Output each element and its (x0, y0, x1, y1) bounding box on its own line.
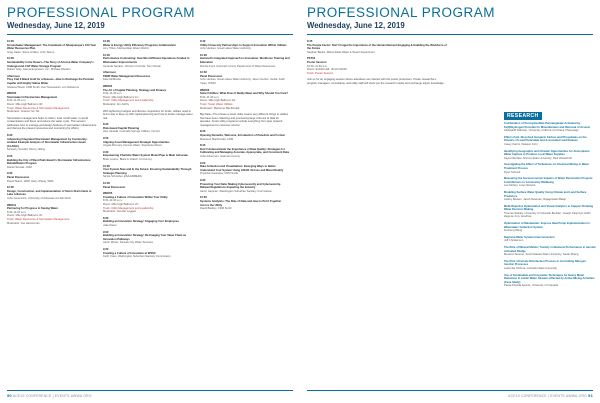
session-entry (103, 217, 193, 228)
session-title: The Art of Capital Planning, Strategy and Finance (103, 88, 167, 92)
research-authors: Ashley Bowers, Jacob Newman, Rajagopalan Balaji (504, 198, 566, 202)
session-time: 9:00 (7, 155, 13, 159)
research-authors: Lee Mohan, Loop Network (504, 184, 536, 188)
session-track: Track: Utility Management and Leadership (103, 99, 154, 103)
session-time: WED06 (200, 88, 210, 92)
session-title: Utility-University Partnerships to Support Innovation Within Utilities (200, 43, 287, 47)
session-list (7, 134, 97, 225)
session-title: The People Factor: Don't Forget the Importance of the Human Element Engaging & Enabling the Workforce of the Future (307, 43, 447, 51)
session-time: 8:30 (103, 123, 109, 127)
research-authors: Paola Almeida Aponte, University of Colorado (504, 284, 559, 288)
session-list (200, 130, 290, 210)
research-entry (504, 150, 596, 161)
session-list (103, 217, 193, 259)
session-speakers: Priyanka Caranasa, CDM Smith (200, 172, 239, 176)
session-speakers: Aaron Hayman, Washington Suburban Sanitary Commission (200, 189, 273, 193)
session-time: 10:00 (7, 186, 14, 190)
left-column-3 (200, 40, 290, 214)
session-speakers: Kate McMordie (103, 78, 122, 82)
research-title: Measuring the Socioeconomic Impacts of Water Restoration Projects: Contributions to Community Wellbeing (504, 177, 594, 184)
research-entry (504, 136, 596, 147)
session-title: Systems Analytics: The Role of Data and How to Put It Together Across the Utility (200, 199, 282, 207)
session-entry (200, 196, 290, 210)
session-room: Room: Mile High Ballroom 4C (7, 214, 43, 218)
research-title: Use of Sustainable and Innovative Techniques for Heavy Metal Reduction in Acidic Water Streams Affected by Active Mining Activities (Case Study) (504, 273, 595, 284)
session-speakers: Aaron Moser, Kansas City Water Services (103, 241, 153, 245)
session-entry (7, 186, 97, 200)
left-column-1 (7, 40, 97, 228)
session-time: Afternoon (103, 71, 116, 75)
session-time: 9:42 (200, 40, 206, 43)
session-room: Room: Mile High Ballroom 2C (103, 202, 139, 206)
session-title: Creating a Culture of Innovation Within Your Utility (103, 195, 168, 199)
research-authors: Leela Sai Krishna, Colorado State University (504, 267, 558, 270)
session-speakers: Angela Bromary, Denver Water; Stephanie Moore (103, 144, 163, 148)
research-title: Combination of Peroxydisulfate Permanganate Activated by Fe(II)/Hydrogen Peroxide for Mineralization and Removal of Arsenic (504, 122, 591, 129)
session-time: WED04 (103, 84, 113, 88)
research-title: Regional Water System Interconnection (504, 235, 555, 239)
page-number: 90 (7, 393, 12, 398)
page-title: PROFESSIONAL PROGRAM (307, 5, 496, 20)
session-description: Stormwater management helps to reflect, treat runoff water, to avoid contamination and flood, and reduce the water cycle. This session addresses how to manage and design features of stormwater infrastructure and discuss the present resources and monitoring for efforts. (7, 116, 97, 131)
research-authors: Meseret Tamene, South Dakota State University; Sarah Zhang (504, 253, 579, 257)
session-entry (307, 57, 447, 75)
footer-text: ACE19 CONFERENCE | EVENTS.AWWA.ORG (508, 394, 587, 398)
session-speakers: 8:30–11:30 a.m. (103, 199, 123, 203)
session-speakers: Keith Yates, Washington Suburban Sanitary Commission (103, 255, 171, 259)
session-entry (7, 204, 97, 226)
session-title: Gwinnett's Integrated Approach to Innovation, Workforce Training and Education (200, 57, 290, 64)
session-entry (7, 40, 97, 54)
research-title: Optimization of Wastewater: Improve Heat Pump Implementation in Wastewater Collection System (504, 222, 590, 229)
session-title: FEMP Water Management Resources (103, 74, 151, 78)
session-entry (200, 71, 290, 85)
header-divider (7, 34, 293, 35)
session-entry (103, 137, 193, 148)
session-time: 10:30 (103, 53, 110, 57)
session-time: 10:00 (7, 40, 14, 43)
session-title: Panel Discussion (7, 176, 30, 179)
session-entry (103, 248, 193, 259)
session-title: Design, Construction, and Implementation of Storm Drain Inlets in Lake Arkansas (7, 189, 92, 197)
session-time: PST04 (307, 57, 316, 61)
session-entry (103, 71, 193, 82)
research-authors: Ryan Schrauf (504, 170, 521, 174)
session-entry (200, 179, 290, 193)
header-divider (307, 34, 593, 35)
session-time: 8:30 (200, 130, 206, 134)
session-title: Building the City of West Palm Beach's Stormwater Infrastructure Rehabilitation Program (7, 158, 91, 166)
research-entry (504, 191, 596, 202)
session-time: 9:30 (200, 179, 206, 182)
session-speakers: John Gorenicich, University of Arkansas at Little Rock (7, 196, 71, 200)
session-room: Room: Mile High Ballroom 1C (103, 95, 139, 99)
session-list (307, 40, 447, 75)
session-description: Join us for an engaging session where attendees can interact with the poster presenters. Poster researchers, program managers, consultants, and utility staff will show you the research results and exchange expert knowledge. (307, 78, 445, 85)
session-title: Performance Contracting: How Most Efficient Operations Funded in Wastewater Improvements (103, 57, 190, 64)
session-time: 9:00 (200, 161, 206, 165)
session-time: 10:00 (103, 164, 110, 168)
session-track: Track: Smart Water Utilities (200, 102, 233, 106)
research-title: Investigating the Effect of Turbulence on Chemical Mixing in Water Treatment Process (504, 163, 590, 170)
session-entry (103, 85, 193, 107)
session-track: Track: Water Resources & Stormwater Management (7, 106, 70, 110)
session-speakers: Amy Tillies, Metropolitan Water District (103, 47, 149, 51)
session-title: Empowering Charlotte Water System Model Pipe to Main Advocate (103, 154, 188, 158)
research-entry (504, 122, 596, 133)
session-list (103, 40, 193, 107)
research-authors: Thomas Stokley, University of Colorado Boulder; Joseph Kasprzyk; Edith Zagona; Amy Goodrow (504, 211, 591, 219)
page-number: 91 (588, 393, 593, 398)
research-entry (504, 260, 596, 271)
session-time: WED05 (103, 192, 113, 196)
session-speakers: Jake Dieter (103, 223, 117, 227)
right-column-1 (307, 40, 447, 89)
session-time: 10:30 (200, 71, 207, 75)
session-description: With tightening budgets and diverse competition for funds, utilities need to find a way to keep up with capital planning and how to better manage asset risk. (103, 109, 193, 120)
session-title: Groundwater Management: The Comeback of Albuquerque's 100-Year Water Resources Plan (7, 43, 97, 51)
session-description: Big Data—The phrase a smart utility means very different things to utilities that have been collecting and processing large volumes of data for decades. Smart utility programs include everything from pipe network management to customer service. (200, 113, 289, 127)
session-speakers: Alex Vanada, Colorado Springs Utilities; Iris Grit (103, 130, 160, 134)
research-entry (504, 236, 596, 243)
footer-divider (307, 390, 593, 391)
session-entry (200, 89, 290, 111)
session-title: Water & Energy Utility Efficiency Programs Collaboration (103, 43, 176, 47)
session-speakers: 8:30–11:30 a.m. (7, 99, 27, 103)
session-time: 10:30 (7, 57, 14, 61)
session-speakers: Daniel Szuwat, CDM (7, 165, 32, 169)
session-room: Room: Mile High Ballroom 4D (7, 102, 43, 106)
research-title: The Role of Mineral Metals: Toxicity on Bacteria Performance in Aerobic Activated Sludge (504, 246, 596, 253)
session-entry (103, 40, 193, 51)
session-entry (7, 75, 97, 89)
session-speakers: Ronnie Ford, Gwinnett County Department of Water Resources (200, 64, 276, 68)
research-title: Multi-Objective Optimization and Visual Analytics to Support Drinking Water Decision Making (504, 204, 593, 212)
left-header (7, 6, 195, 31)
session-speakers: Nicole Schreiber, ESA/AMBERG (103, 175, 142, 179)
session-entry (200, 144, 290, 158)
session-speakers: John Henkes, Great Lakes Water Authority; Jason Gerber, Veolia; Keith Yates, WSSC (200, 78, 285, 85)
session-title: Risk-based Capital Planning (103, 126, 140, 130)
session-time: 10:00 (200, 196, 207, 200)
session-title: Data Collection and Visualization: Emerging Ways to Better Understand Your System Using LIDAR, Drones and Mixed Reality (200, 165, 284, 172)
footer-text: ACE19 CONFERENCE | EVENTS.AWWA.ORG (12, 394, 92, 398)
session-moderator: Moderator: Joe Heimerman (7, 221, 40, 225)
session-list (200, 40, 290, 110)
research-authors: Jeff Christenson (504, 239, 524, 243)
session-time: WED03 (7, 92, 17, 96)
session-speakers: John Ackerman, Gwinnett County (200, 155, 240, 159)
session-entry (200, 130, 290, 141)
session-time: 9:30 (7, 172, 13, 176)
page-title: PROFESSIONAL PROGRAM (7, 5, 196, 20)
session-time: 8:45 (200, 144, 206, 148)
session-entry (103, 192, 193, 214)
session-room: Room: Exhibit Hall - Booth #2045 (307, 68, 347, 72)
session-time: 9:00 (103, 230, 109, 234)
session-speakers: David Skarin, HDR; Harry Zhang, WRF (7, 179, 54, 183)
session-time: Afternoon (7, 74, 20, 78)
research-authors: Casey Karimi, Dawson Kohr (504, 142, 538, 146)
footer-divider (7, 390, 293, 391)
session-title: Partnering for Progress in Saving Water (7, 207, 58, 211)
research-authors: Abduqadir Rahman, University of Illinois at Urbana Champaign (504, 129, 579, 133)
session-moderator: Moderator: Jessica Yen Tat (7, 110, 40, 114)
session-time: 8:30 (103, 216, 109, 220)
research-entry (504, 222, 596, 233)
session-time: 10:30 (103, 182, 110, 185)
research-authors: Kayla Mischler, Arizona State University; Paul Westerhoff (504, 156, 572, 160)
left-footer (7, 393, 92, 398)
session-speakers: 8:30–11:30 a.m. (103, 92, 123, 96)
left-column-2 (103, 40, 193, 262)
session-entry (200, 40, 290, 51)
session-time: 9:30 (103, 247, 109, 251)
session-entry (103, 123, 193, 134)
session-time: 10:00 (103, 40, 110, 43)
session-entry (103, 231, 193, 245)
session-time: 10:00 (200, 53, 207, 57)
session-entry (307, 40, 447, 54)
session-speakers: Greg Gates, Steve Grollier, John Stomp (7, 50, 55, 54)
right-header (307, 6, 495, 31)
session-title: Opening Remarks, Welcome, Introduction of Panelists and Format (200, 134, 285, 138)
research-entry (504, 163, 596, 174)
research-title: The Role of Ferrate Disinfection Process in Controlling Nitrogen Aerobic Processes (504, 259, 586, 267)
session-speakers: Robert Gray, Garcia Engineers, Inc.; Michael Warden (7, 68, 71, 72)
session-title: Aligning Asset Management Strategic Opportunities (103, 140, 170, 144)
session-entry (7, 134, 97, 152)
page-date: Wednesday, June 12, 2019 (307, 21, 405, 30)
research-entry (504, 246, 596, 257)
session-track: Track: Water Resources & Stormwater Management (7, 217, 70, 221)
research-title: Effect of pH, Dissolved Inorganic Carbon and Phosphates on the Kinetics of Lead Particulate and Associated Lead Release (504, 135, 587, 143)
session-time: 9:30 (103, 150, 109, 154)
research-entry (504, 274, 596, 288)
session-track: Track: Utility Management and Leadership (103, 206, 154, 210)
session-entry (103, 165, 193, 179)
right-footer (508, 393, 593, 398)
session-entry (7, 172, 97, 183)
session-time: WED11 (7, 203, 17, 207)
session-speakers: 10:00–11:30 a.m. (307, 64, 328, 68)
session-moderator: Moderator: Marianne MacDonald (200, 106, 240, 110)
right-page (300, 0, 600, 403)
session-speakers: Brian Lupton, Black & Veatch; Kit Conroy (103, 158, 152, 162)
session-track: Track: Poster Session (307, 71, 334, 75)
session-entry (103, 182, 193, 189)
session-speakers: John Henkes, Great Lakes Water Authority (200, 47, 251, 51)
session-title: Creating a Culture of Innovation at WSSC (103, 251, 156, 255)
session-entry (7, 57, 97, 71)
session-speakers: Marianne MacDonald, CDM (200, 137, 234, 141)
session-title: Poster Session (307, 60, 327, 64)
page-date: Wednesday, June 12, 2019 (7, 21, 105, 30)
session-title: Your System Now and In the Future: Ensuring Sustainability Through Strategic Planning (103, 168, 192, 175)
session-list (7, 40, 97, 114)
session-title: They Call It Black Gold for a Reason—How to Recharge the Permian Aquifer with Highly Saline Water (7, 78, 94, 85)
session-speakers: 8:30–11:30 a.m. (200, 95, 220, 99)
session-title: Panel Discussion (200, 74, 223, 78)
research-title: Modeling Surface Water Quality Using Climate and Land Surface Predictors (504, 190, 587, 198)
session-moderator: Moderator: Jim Ashby (103, 102, 129, 106)
session-title: Building an Innovation Strategy: Re-Imaging Your Value Chain as Innovation Pathways (103, 234, 187, 241)
session-entry (7, 155, 97, 169)
session-time: 9:00 (103, 137, 109, 141)
session-room: Room: Mile High Ballroom 1E (200, 99, 236, 103)
session-entry (200, 54, 290, 68)
session-entry (103, 54, 193, 68)
session-title: Don't Underestimate the Importance of Data Quality: Strategies for Cultivating and Managing Accurate, Appropriate, and Consistent Data (200, 147, 289, 155)
session-speakers: Stephan Banks, Miami-Dade Water & Sewer Department (307, 50, 375, 54)
session-time: 8:30 (7, 134, 13, 138)
session-speakers: Shawna Wood, CDM Smith; Ava Tzanavaran; Lou Nobarrum (7, 85, 80, 89)
session-moderator: Moderator: Jennifer Leggett (103, 210, 137, 214)
session-speakers: Amanda Sarquis, Johnson Controls; Tom Gilman (103, 64, 162, 68)
session-title: Protecting Your Data: Making Cybersecurity and Cybersecurity-Related Regulations Impacting the Industry (200, 182, 282, 190)
research-authors: Fucheng Wang (504, 229, 523, 233)
session-list (103, 123, 193, 213)
session-entry (200, 162, 290, 176)
session-entry (7, 92, 97, 114)
session-title: Advancing Integrated Stormwater Management by Community-enabled Example Analysis of Stormwater Infrastructure Goals (CLASIC) (7, 137, 88, 148)
research-list (504, 122, 596, 291)
session-entry (103, 151, 193, 162)
research-entry (504, 205, 596, 219)
session-title: Smart Utilities: What Does It Really Mean and Why Should You Care? (200, 92, 289, 96)
session-title: Building an Innovation Strategy: Engaging Your Employees (103, 220, 179, 224)
session-speakers: David Barkley, CDM Smith (200, 207, 232, 211)
session-title: Sustainability in the Desert—The Story of Arizona Water Company's Underground CAP Water Storage Program (7, 60, 94, 68)
session-time: 9:45 (307, 40, 313, 43)
session-speakers: Kimberly Goodell, Sherry Hilling (7, 148, 45, 152)
research-heading: RESEARCH (504, 112, 542, 120)
research-entry (504, 177, 596, 188)
research-title: Identifying Geographic and Climatic Opportunities for Atmospheric Water Capture to Produce Local Water Supplies (504, 149, 590, 157)
session-title: Panel Discussion (103, 185, 126, 189)
session-title: Stormwater Infrastructure Management (7, 95, 58, 99)
session-speakers: 8:30–11:00 a.m. (7, 210, 27, 214)
